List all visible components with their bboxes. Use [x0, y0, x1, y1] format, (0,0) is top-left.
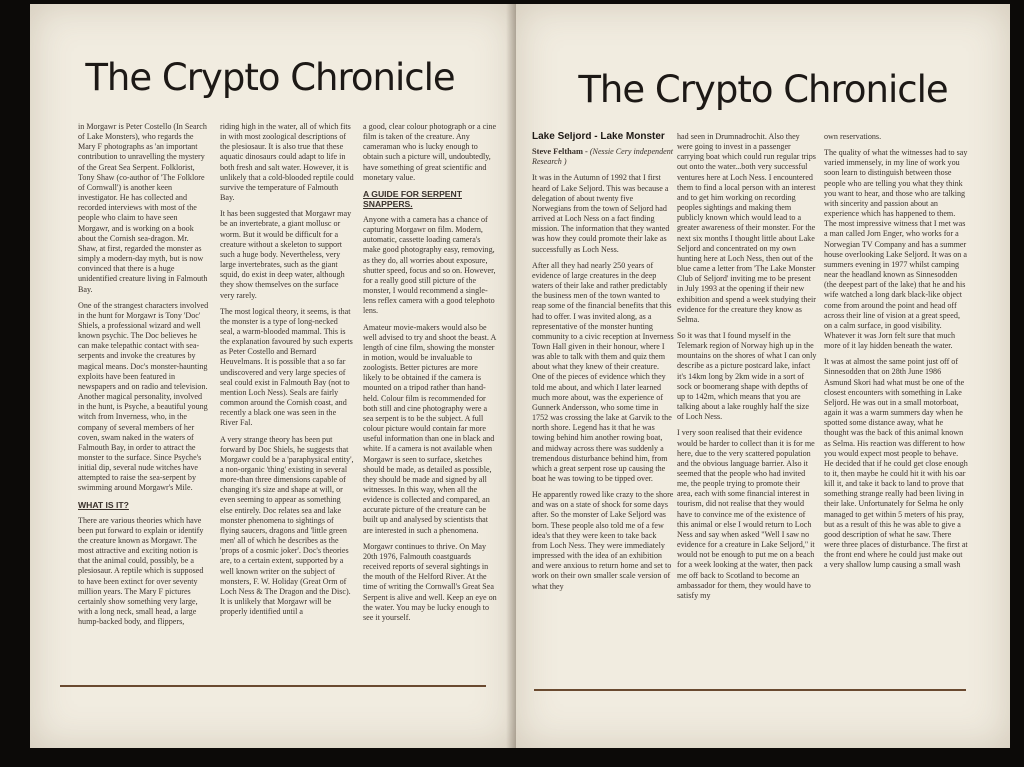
paragraph: a good, clear colour photograph or a cine film is taken of the creature. Any cameraman who is lucky enough to obtain such a picture will, undoubtedly, have something of great scientific and monetary value.	[363, 122, 497, 182]
right-masthead: The Crypto Chronicle	[578, 68, 948, 111]
right-bottom-rule	[534, 689, 966, 691]
left-column-3	[363, 122, 497, 688]
paragraph: had seen in Drumnadrochit. Also they were going to invest in a passenger carrying boat which could run regular trips out onto the water...both very successful ventures here at Loch Ness. I encountered them to find a local person with an interest and to get him working on recording peoples sightings and making them publicly known which would lead to a greater awareness of their monster. For the next six months I thought little about Lake Seljord and concentrated on my own hunting here at Loch Ness, then out of the blue came a letter from 'The Lake Monster Club of Seljord' inviting me to be present in July 1993 at the opening if their new exhibition and spend a week studying their evidence for the creature they know as Selma.	[677, 132, 816, 324]
right-page	[516, 4, 1010, 748]
paragraph: The quality of what the witnesses had to say varied immensely, in my line of work you soon learn to distinguish between those people who are telling you what they think you want to hear, and those who are talking with sincerity and passion about an experience which has happened to them. The most impressive witness that I met was a man called Jorn Enger, who works for a Norwegian TV Company and has a summer house overlooking Lake Seljord. It was on a summers evening in 1977 whilst camping near the headland known as Sinnesodden (the deepest part of the lake) that he and his wife watched a long dark black-like object come from around the point and head off across their line of vision at a great speed, on a calm surface, in good visibility. Whatever it was Jorn felt sure that much more of it lay hidden beneath the water.	[824, 148, 968, 351]
paragraph: So it was that I found myself in the Telemark region of Norway high up in the mountains on the shores of what I can only describe as a picture postcard lake, infact it's 14km long by 2km wide in a sort of sock or boomerang shape with depths of up to 142m, which means that you are talking about a lake roughly half the size of Loch Ness.	[677, 330, 817, 422]
paragraph: The most logical theory, it seems, is that the monster is a type of long-necked seal, a warm-blooded mammal. This is the explanation favoured by such experts as Peter Costello and Bernard Heuvelmans. It is possible that a so far undiscovered and very large species of seal could exist in Falmouth Bay (not to mention Loch Ness). Seals are fairly common around the Cornish coast, and recently a black one was seen in the River Fal.	[220, 306, 353, 428]
left-page	[30, 4, 516, 748]
paragraph: It has been suggested that Morgawr may be an invertebrate, a giant mollusc or worm. But it would be difficult for a creature without a skeleton to support such a huge body. Nevertheless, very large invertebrates, such as the giant squid, do exist in deep water, although they show themselves on the surface very rarely.	[220, 209, 352, 300]
paragraph: One of the strangest characters involved in the hunt for Morgawr is Tony 'Doc' Shiels, a professional wizard and well known psychic. The Doc believes he can make telepathic contact with sea-serpents and invoke the creatures by magical means. Doc's monster-haunting exploits have been featured in newspapers and on radio and television. Another magical personality, involved in the hunt, is Psyche, a beautiful young witch from Inverness, who, in the company of several members of her coven, swam naked in the waters of Falmouth Bay, in order to attract the monster to the surface. Since Psyche's initial dip, several nude witches have attempted to raise the sea-serpent by swimming around Morgawr's Mile.	[78, 300, 209, 493]
paragraph: riding high in the water, all of which fits in with most zoological descriptions of the plesiosaur. It is also true that these aquatic dinosaurs could adapt to life in both fresh and salt water. However, it is unlikely that a cold-blooded reptile could survive the temperature of Falmouth Bay.	[220, 122, 354, 203]
left-column-2	[220, 122, 354, 688]
section-heading: A GUIDE FOR SERPENT SNAPPERS.	[363, 188, 462, 209]
left-column-1	[78, 122, 210, 688]
right-column-3	[824, 132, 968, 674]
paragraph: After all they had nearly 250 years of evidence of large creatures in the deep waters of their lake and rather predictably the business men of the town wanted to reap some of the financial benefits that this had to offer. I was invited along, as a representative of the monster hunting community to a civic reception at Inverness Town Hall given in their honour, where I was able to talk with them and quiz them about what they knew of their creature. One of the pieces of evidence which they told me about, and which I later learned much more about, was the experience of Gunnerk Andersson, who some time in 1752 was crossing the lake at Garvik to the north shore. Legend has it that he was towing behind him another rowing boat, and midway across there was suddenly a tremendous disturbance behind him, from which a great serpent rose up causing the boat he was towing to be tipped over.	[532, 260, 674, 483]
paragraph: Morgawr continues to thrive. On May 20th 1976, Falmouth coastguards received reports of several sightings in the mouth of the Helford River. At the time of writing the Cornwall's Great Sea Serpent is alive and well. Keep an eye on the water. You may be lucky enough to see it yourself.	[363, 541, 497, 622]
paragraph: in Morgawr is Peter Costello (In Search of Lake Monsters), who regards the Mary F photographs as 'an important contribution to unravelling the mystery of the Great Sea Serpent. Folklorist, Tony Shaw (co-author of 'The Folklore of Cornwall') is another keen investigator. He has collected and recorded interviews with most of the people who claim to have seen Morgawr, and is working on a book about the Cornish sea-dragon. Mr. Shaw, at first, regarded the monster as simply a modern-day myth, but is now convinced that there is a huge unidentified creature living in Falmouth Bay.	[78, 122, 208, 294]
right-column-2	[677, 132, 817, 674]
paragraph: He apparently rowed like crazy to the shore and was on a state of shock for some days after. So the monster of Lake Seljord was born. These people also told me of a few idea's that they were keen to take back from Loch Ness. They were immediately impressed with the idea of an exhibition and were anxious to return home and set to work on their own smaller scale version of what they	[532, 490, 674, 591]
paragraph: own reservations.	[824, 132, 882, 141]
article-headline: Lake Seljord - Lake Monster	[532, 132, 665, 142]
paragraph: There are various theories which have been put forward to explain or identify the creature known as Morgawr. The most attractive and exciting notion is that the animal could, possibly, be a plesiosaur. A reptile which is supposed to have been extinct for over seventy million years. The Mary F pictures certainly show something very large, with a long neck, small head, a large hump-backed body, and flippers,	[78, 515, 204, 627]
paragraph: It was at almost the same point just off of Sinnesodden that on 28th June 1986 Asmund Skori had what must be one of the closest encounters with something in Lake Seljord. He was out in a small motorboat, again it was a warm summers day when he spotted some distance away, what he thought was the back of this animal known as Selma. His reaction was different to how you would expect most people to behave. He decided that if he could get close enough to it, then maybe he could hit it with his oar kill it, and take it back to land to prove that something strange really had been living in their lake. Unfortunately for Selma he only managed to get within 5 meters of his pray, but as a result of this he was able to give a good description of what he saw. There were three places of disturbance. The first at the front end where he could just make out a very shallow lump causing a small wash	[824, 357, 968, 570]
left-bottom-rule	[60, 685, 486, 687]
paragraph: I very soon realised that their evidence would be harder to collect than it is for me here, due to the very scattered population and the obvious language barrier. Also it seemed that the people who had invited me, the people trying to promote their area, each with some financial interest in tourism, did not realise that they would have to convince me of the existence of this animal or else I would return to Loch Ness and say when asked "Well I saw no evidence for a creature in Lake Seljord," it would not be enough to put me on a beach for a week looking at the water, then pack me off back to Scotland to become an ambassador for them, they would have to satisfy my	[677, 428, 815, 600]
paragraph: A very strange theory has been put forward by Doc Shiels, he suggests that Morgawr could be a 'paraphysical entity', a non-organic 'thing' existing in several more-than three dimensions capable of changing it's size and shape at will, or even seeming to appear as something else entirely. Doc relates sea and lake monster phenomena to sightings of flying saucers, dragons and 'little green men' all of which he describes as the 'props of a cosmic joker'. Doc's theories are, to a certain extent, supported by a well known writer on the subject of monsters, F. W. Holiday (Great Orm of Loch Ness & The Dragon and the Disc). It is unlikely that Morgawr will be properly identified until a	[220, 434, 354, 617]
left-masthead: The Crypto Chronicle	[85, 56, 455, 99]
paragraph: Amateur movie-makers would also be well advised to try and shoot the beast. A length of cine film, showing the monster in motion, would be invaluable to zoologists. Better pictures are more likely to be obtained if the camera is mounted on a tripod rather than hand-held. Colour film is recommended for both still and cine photography were a sea serpent is to be the subject. A full colour picture would contain far more useful information than one in black and white. If a camera is not available when Morgawr is seen to surface, sketches should be made, as detailed as possible, they should be made and signed by all witnesses. In this way, when all the evidence is collected and compared, an accurate picture of the creature can be built up and analysed by scientists that are interested in such a phenomena.	[363, 322, 496, 535]
right-column-1	[532, 132, 674, 674]
article-byline: Steve Feltham -	[532, 147, 588, 157]
section-heading: WHAT IS IT?	[78, 499, 129, 510]
byline-note: (Nessie Cery independent Research )	[532, 147, 674, 167]
paragraph: It was in the Autumn of 1992 that I first heard of Lake Seljord. This was because a delegation of about twenty five Norwegians from the town of Seljord had arrived at Loch Ness on a fact finding mission. The information that they wanted was how they could promote their lake as successfully as Loch Ness.	[532, 173, 670, 254]
paragraph: Anyone with a camera has a chance of capturing Morgawr on film. Modern, automatic, cassette loading camera's make good photography easy, removing, as they do, all worries about exposure, shutter speed, focus and so on. However, for a really good still picture of the monster, I would recommend a single-lens reflex camera with a good telephoto lens.	[363, 214, 496, 316]
